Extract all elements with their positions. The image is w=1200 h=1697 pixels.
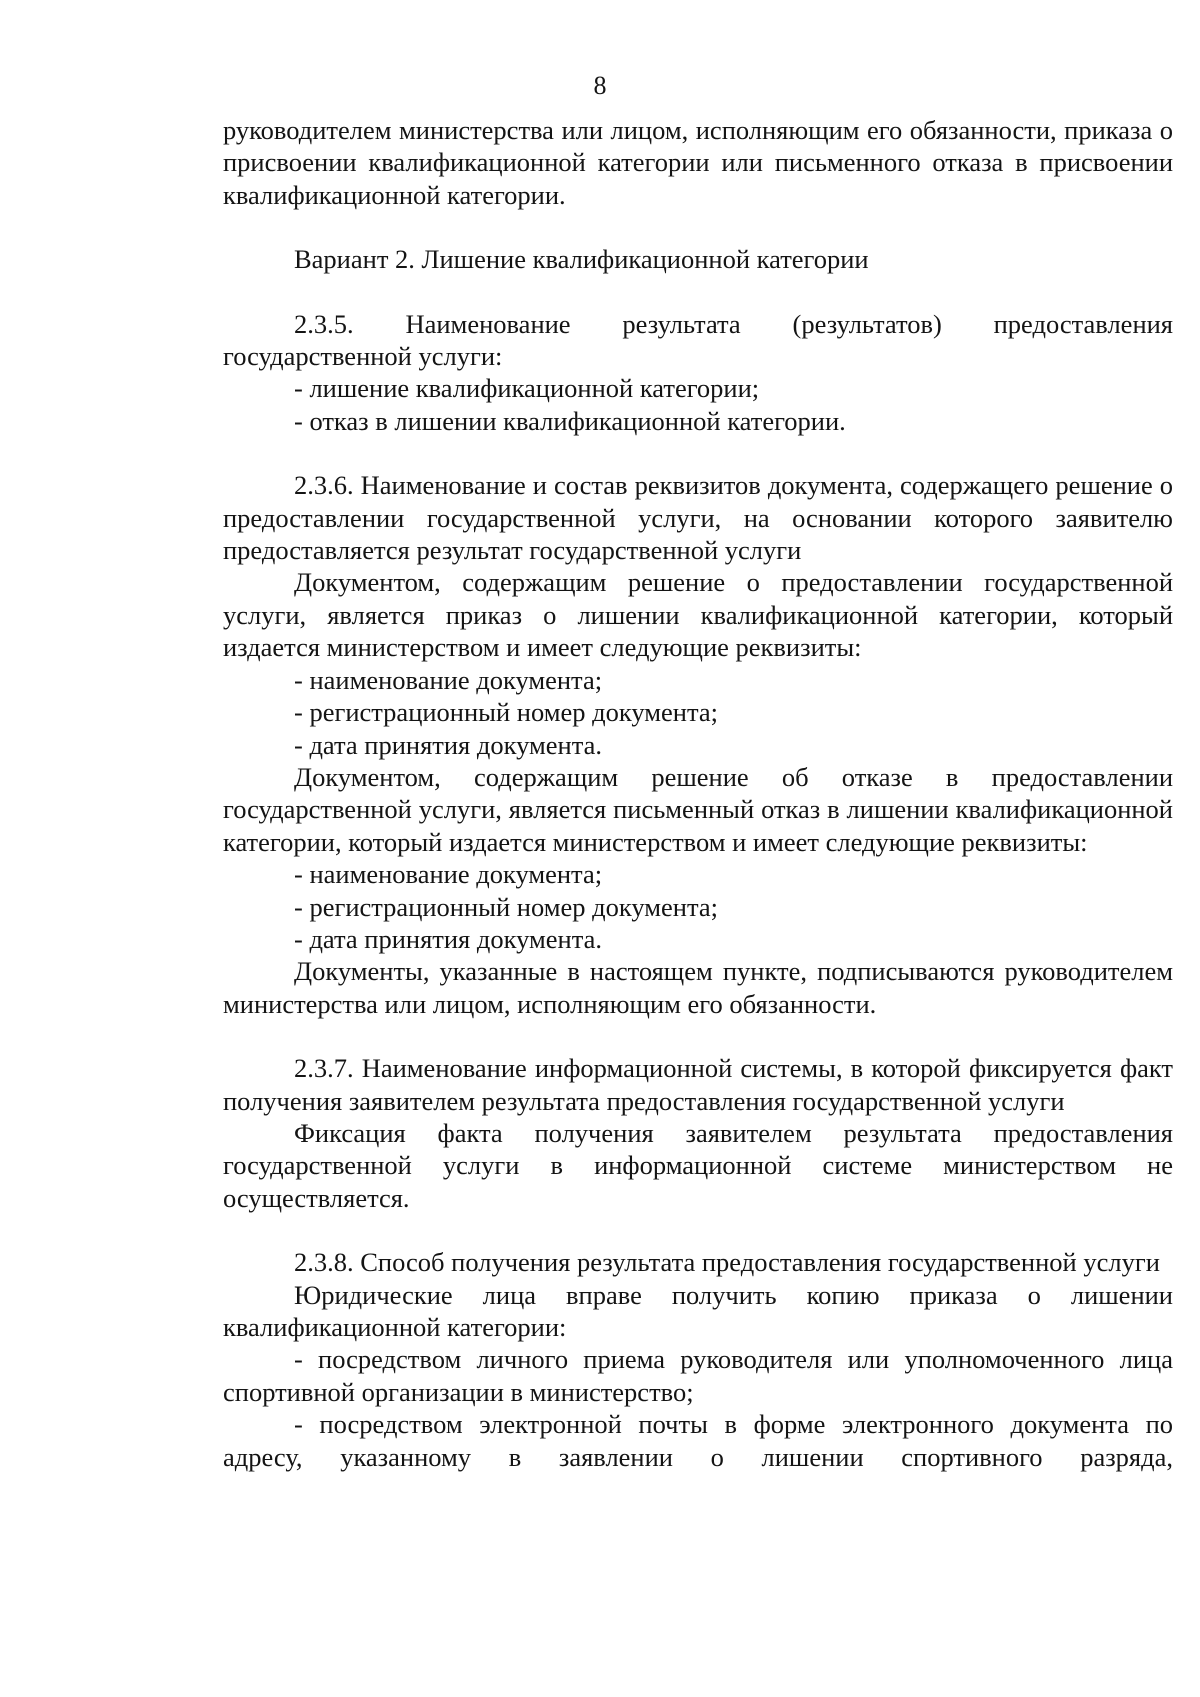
section-heading-2-3-7: 2.3.7. Наименование информационной системы, в которой фиксируется факт получения заявителем результата предоставления государственной услуги	[223, 1053, 1173, 1116]
paragraph: Документы, указанные в настоящем пункте, подписываются руководителем министерства или лицом, исполняющим его обязанности.	[223, 956, 1173, 1019]
list-item: - регистрационный номер документа;	[294, 891, 718, 922]
paragraph-gap	[223, 211, 1173, 243]
list-item: - наименование документа;	[294, 859, 603, 890]
list-item: - посредством личного приема руководителя или уполномоченного лица спортивной организации в министерство;	[223, 1344, 1173, 1407]
list-item: - регистрационный номер документа;	[294, 697, 718, 728]
paragraph-gap	[223, 1020, 1173, 1052]
section-heading-2-3-8: 2.3.8. Способ получения результата предоставления государственной услуги	[294, 1247, 1160, 1278]
list-item: - отказ в лишении квалификационной категории.	[294, 405, 846, 436]
section-heading-variant-2: Вариант 2. Лишение квалификационной категории	[294, 244, 869, 275]
list-item: - дата принятия документа.	[294, 729, 602, 760]
list-item: - дата принятия документа.	[294, 923, 602, 954]
page-number: 8	[593, 71, 607, 100]
paragraph: Документом, содержащим решение об отказе в предоставлении государственной услуги, является письменный отказ в лишении квалификационной категории, который издается министерством и имеет следующие реквизиты:	[223, 761, 1173, 857]
paragraph: Документом, содержащим решение о предоставлении государственной услуги, является приказ о лишении квалификационной категории, который издается министерством и имеет следующие реквизиты:	[223, 567, 1173, 663]
paragraph-continuation: руководителем министерства или лицом, исполняющим его обязанности, приказа о присвоении квалификационной категории или письменного отказа в присвоении квалификационной категории.	[223, 115, 1173, 210]
section-heading-2-3-6: 2.3.6. Наименование и состав реквизитов документа, содержащего решение о предоставлении государственной услуги, на основании которого заявителю предоставляется результат государственной услуги	[223, 470, 1173, 566]
document-body	[223, 114, 1173, 1473]
section-heading-2-3-5: 2.3.5. Наименование результата (результатов) предоставления государственной услуги:	[223, 308, 1173, 372]
paragraph: Фиксация факта получения заявителем результата предоставления государственной услуги в информационной системе министерством не осуществляется.	[223, 1117, 1173, 1213]
list-item: - наименование документа;	[294, 664, 603, 695]
paragraph-gap	[223, 276, 1173, 308]
paragraph-gap	[223, 437, 1173, 469]
paragraph-gap	[223, 1214, 1173, 1246]
list-item: - лишение квалификационной категории;	[294, 373, 760, 404]
list-item: - посредством электронной почты в форме электронного документа по адресу, указанному в заявлении о лишении спортивного разряда,	[223, 1409, 1173, 1472]
paragraph: Юридические лица вправе получить копию приказа о лишении квалификационной категории:	[223, 1279, 1173, 1342]
